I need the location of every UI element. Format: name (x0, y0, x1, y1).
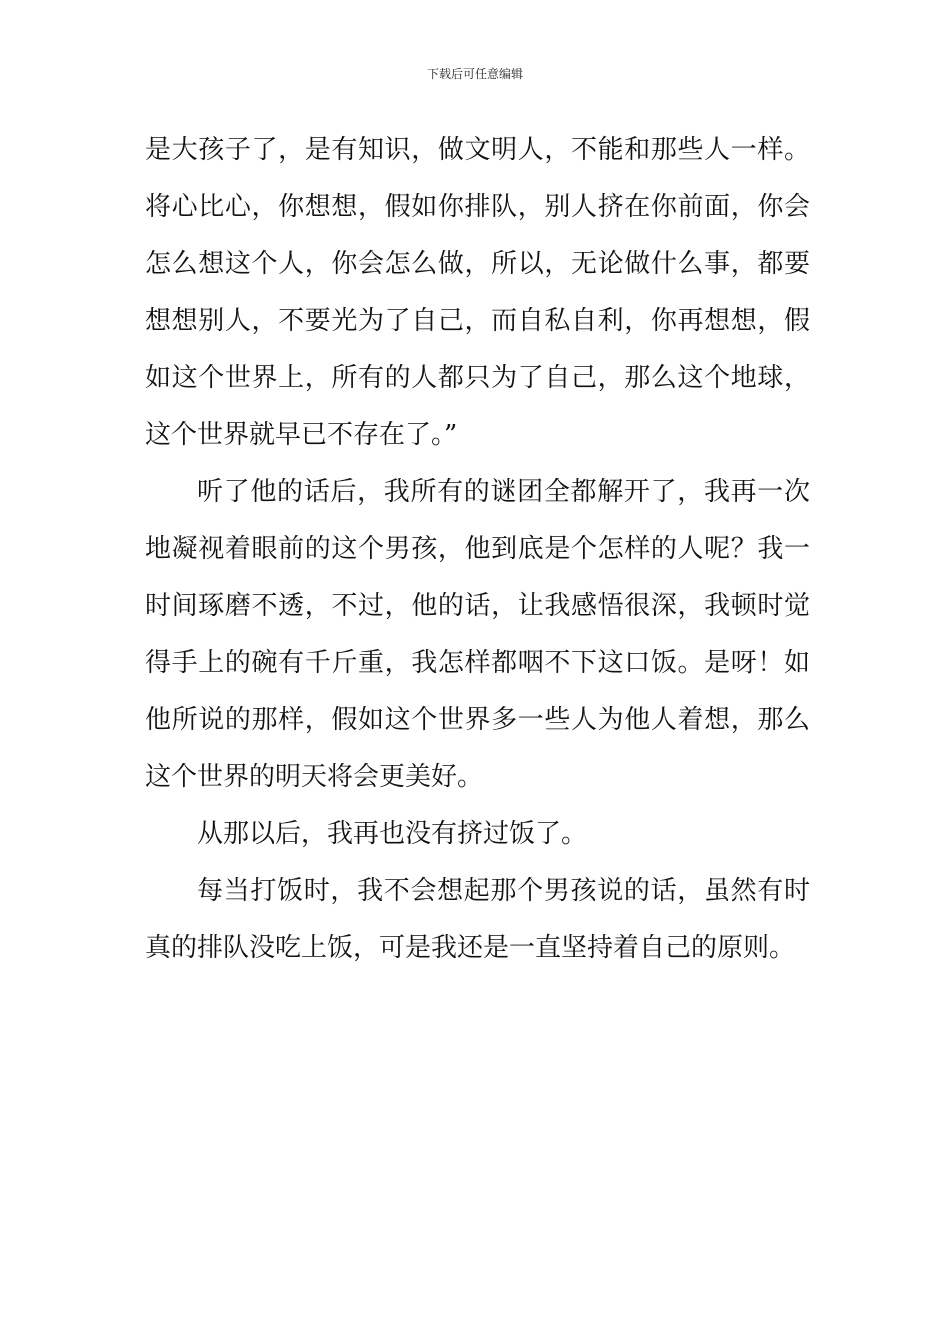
text-line: 得手上的碗有千斤重，我怎样都咽不下这口饭。是呀！如 (145, 648, 810, 678)
text-line: 这个世界就早已不存在了。” (145, 420, 458, 450)
text-line: 是大孩子了，是有知识，做文明人，不能和那些人一样。 (145, 135, 810, 165)
text-line: 将心比心，你想想，假如你排队，别人挤在你前面，你会 (145, 192, 810, 222)
text-line: 怎么想这个人，你会怎么做，所以，无论做什么事，都要 (145, 249, 810, 279)
text-line: 如这个世界上，所有的人都只为了自己，那么这个地球， (145, 363, 810, 393)
page-header: 下载后可任意编辑 (426, 67, 523, 81)
text-line: 每当打饭时，我不会想起那个男孩说的话，虽然有时 (197, 876, 810, 906)
text-line: 听了他的话后，我所有的谜团全都解开了，我再一次 (197, 477, 810, 507)
text-line: 想想别人，不要光为了自己，而自私自利，你再想想，假 (145, 306, 810, 336)
text-line: 从那以后，我再也没有挤过饭了。 (197, 819, 588, 849)
text-line: 地凝视着眼前的这个男孩，他到底是个怎样的人呢？我一 (145, 534, 810, 564)
text-line: 他所说的那样，假如这个世界多一些人为他人着想，那么 (145, 705, 810, 735)
text-line: 真的排队没吃上饭，可是我还是一直坚持着自己的原则。 (145, 933, 796, 963)
text-line: 时间琢磨不透，不过，他的话，让我感悟很深，我顿时觉 (145, 591, 810, 621)
text-line: 这个世界的明天将会更美好。 (145, 762, 484, 792)
